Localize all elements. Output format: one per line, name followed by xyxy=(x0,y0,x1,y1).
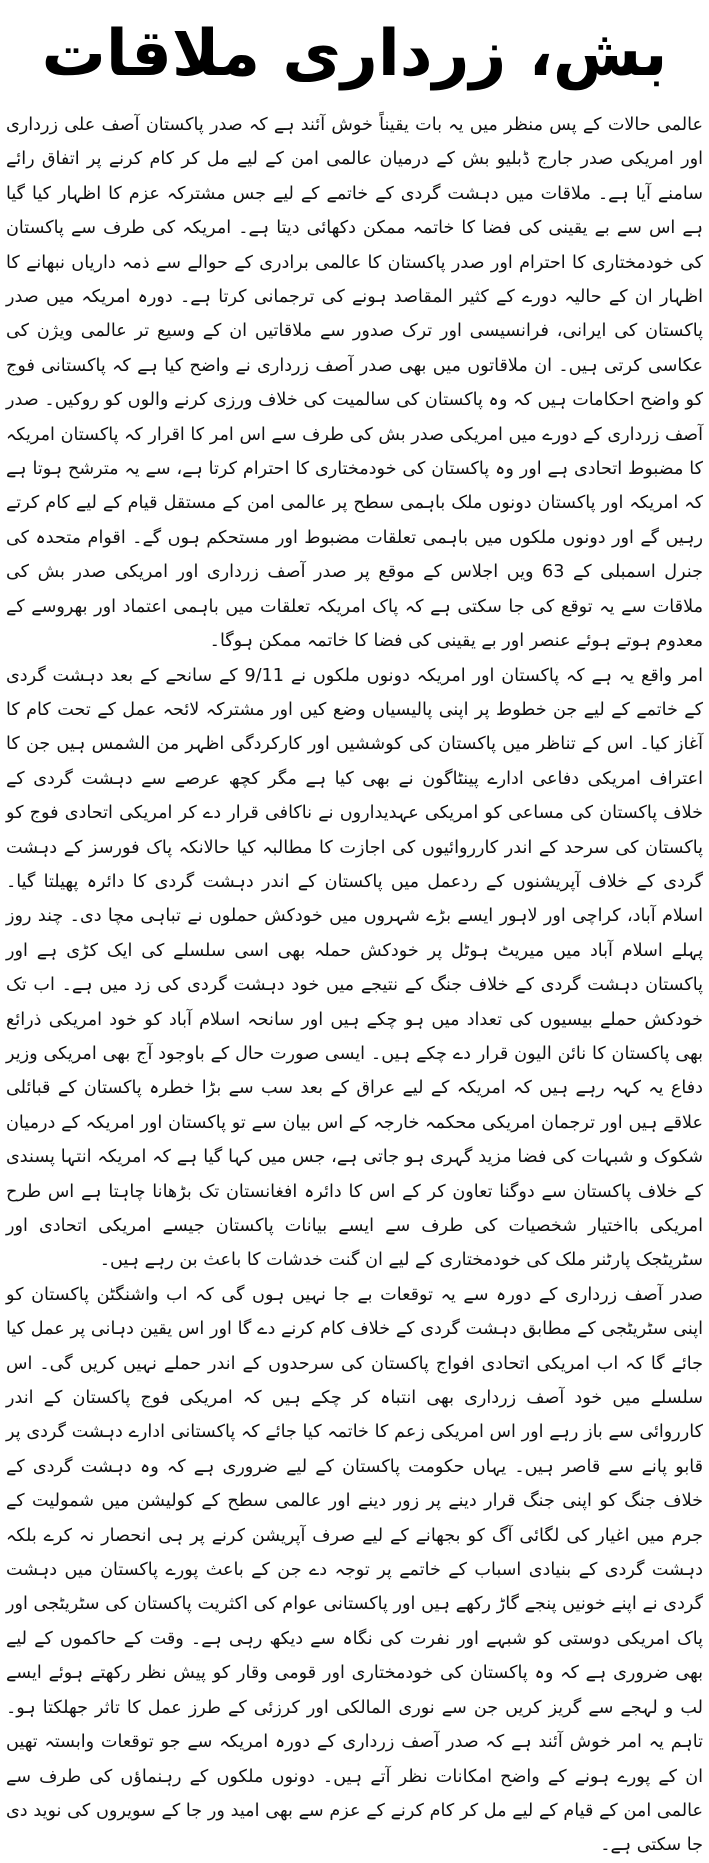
headline: بش، زرداری ملاقات xyxy=(41,17,668,91)
article-paragraph: صدر آصف زرداری کے دورہ سے یہ توقعات بے جا نہیں ہوں گی کہ اب واشنگٹن پاکستان کو اپنی سٹریٹجی کے مطابق دہشت گردی کے خلاف کام کرنے دے گا اور اس یقین دہانی پر عمل کیا جائے گا کہ اب امریکی اتحادی افواج پاکستان کی سرحدوں کے اندر حملے نہیں کریں گی۔ اس سلسلے میں خود آصف زرداری بھی انتباہ کر چکے ہیں کہ امریکی فوج پاکستان کے اندر کارروائی سے باز رہے اور اس امریکی زعم کا خاتمہ کیا جائے کہ پاکستانی ادارے دہشت گردی پر قابو پانے سے قاصر ہیں۔ یہاں حکومت پاکستان کے لیے ضروری ہے کہ وہ دہشت گردی کے خلاف جنگ کو اپنی جنگ قرار دینے پر زور دینے اور عالمی سطح کے کولیشن میں شمولیت کے جرم میں اغیار کی لگائی آگ کو بجھانے کے لیے صرف آپریشن کرنے پر ہی انحصار نہ کرے بلکہ دہشت گردی کے بنیادی اسباب کے خاتمے پر توجہ دے جن کے باعث پورے پاکستان میں دہشت گردی نے اپنے خونیں پنجے گاڑ رکھے ہیں اور پاکستانی عوام کی اکثریت پاکستان کی سٹریٹجی اور پاک امریکی دوستی کو شبہے اور نفرت کی نگاہ سے دیکھ رہی ہے۔ وقت کے حاکموں کے لیے بھی ضروری ہے کہ وہ پاکستان کی خودمختاری اور قومی وقار کو پیش نظر رکھتے ہوئے ایسے لب و لہجے سے گریز کریں جن سے نوری المالکی اور کرزئی کے طرز عمل کا تاثر جھلکتا ہو۔ تاہم یہ امر خوش آئند ہے کہ صدر آصف زرداری کے دورہ امریکہ سے جو توقعات وابستہ تھیں ان کے پورے ہونے کے واضح امکانات نظر آتے ہیں۔ دونوں ملکوں کے رہنماؤں کی طرف سے عالمی امن کے قیام کے لیے مل کر کام کرنے کے عزم سے بھی امید ور جا کے سویروں کی نوید دی جا سکتی ہے۔ xyxy=(6,1284,703,1856)
article-paragraph: عالمی حالات کے پس منظر میں یہ بات یقیناً خوش آئند ہے کہ صدر پاکستان آصف علی زرداری اور امریکی صدر جارج ڈبلیو بش کے درمیان عالمی امن کے لیے مل کر کام کرنے پر اتفاق رائے سامنے آیا ہے۔ ملاقات میں دہشت گردی کے خاتمے کے لیے جس مشترکہ عزم کا اظہار کیا گیا ہے اس سے بے یقینی کی فضا کا خاتمہ ممکن دکھائی دیتا ہے۔ امریکہ کی طرف سے پاکستان کی خودمختاری کا احترام اور صدر پاکستان کا عالمی برادری کے حوالے سے ذمہ داریاں نبھانے کا اظہار ان کے حالیہ دورے کے کثیر المقاصد ہونے کی ترجمانی کرتا ہے۔ دورہ امریکہ میں صدر پاکستان کی ایرانی، فرانسیسی اور ترک صدور سے ملاقاتیں ان کے وسیع تر عالمی ویژن کی عکاسی کرتی ہیں۔ ان ملاقاتوں میں بھی صدر آصف زرداری نے واضح کیا ہے کہ پاکستانی فوج کو واضح احکامات ہیں کہ وہ پاکستان کی سالمیت کی خلاف ورزی کرنے والوں کو روکیں۔ صدر آصف زرداری کے دورے میں امریکی صدر بش کی طرف سے اس امر کا اقرار کہ پاکستان امریکہ کا مضبوط اتحادی ہے اور وہ پاکستان کی خودمختاری کا احترام کرتا ہے، سے یہ مترشح ہوتا ہے کہ امریکہ اور پاکستان دونوں ملک باہمی سطح پر عالمی امن کے مستقل قیام کے لیے کام کرتے رہیں گے اور دونوں ملکوں میں باہمی تعلقات مضبوط اور مستحکم ہوں گے۔ اقوام متحدہ کی جنرل اسمبلی کے 63 ویں اجلاس کے موقع پر صدر آصف زرداری اور امریکی صدر بش کی ملاقات سے یہ توقع کی جا سکتی ہے کہ پاک امریکہ تعلقات میں باہمی اعتماد اور بھروسے کے معدوم ہوتے ہوئے عنصر اور بے یقینی کی فضا کا خاتمہ ممکن ہوگا۔ xyxy=(6,115,703,652)
article-body xyxy=(6,108,703,1863)
article-paragraph: امر واقع یہ ہے کہ پاکستان اور امریکہ دونوں ملکوں نے 9/11 کے سانحے کے بعد دہشت گردی کے خاتمے کے لیے جن خطوط پر اپنی پالیسیاں وضع کیں اور مشترکہ لائحہ عمل کے تحت کام کا آغاز کیا۔ اس کے تناظر میں پاکستان کی کوششیں اور کارکردگی اظہر من الشمس ہیں جن کا اعتراف امریکی دفاعی ادارے پینٹاگون نے بھی کیا ہے مگر کچھ عرصے سے دہشت گردی کے خلاف پاکستان کی مساعی کو امریکی عہدیداروں نے ناکافی قرار دے کر امریکی اتحادی فوج کو پاکستان کی سرحد کے اندر کارروائیوں کی اجازت کا مطالبہ کیا حالانکہ پاک فورسز کے دہشت گردی کے خلاف آپریشنوں کے ردعمل میں پاکستان کے اندر دہشت گردی کا دائرہ پھیلتا گیا۔ اسلام آباد، کراچی اور لاہور ایسے بڑے شہروں میں خودکش حملوں نے تباہی مچا دی۔ چند روز پہلے اسلام آباد میں میریٹ ہوٹل پر خودکش حملہ بھی اسی سلسلے کی ایک کڑی ہے اور پاکستان دہشت گردی کے خلاف جنگ کے نتیجے میں خود دہشت گردی کی زد میں ہے۔ اب تک خودکش حملے بیسیوں کی تعداد میں ہو چکے ہیں اور سانحہ اسلام آباد کو خود امریکی ذرائع بھی پاکستان کا نائن الیون قرار دے چکے ہیں۔ ایسی صورت حال کے باوجود آج بھی امریکی وزیر دفاع یہ کہہ رہے ہیں کہ امریکہ کے لیے عراق کے بعد سب سے بڑا خطرہ پاکستان کے قبائلی علاقے ہیں اور ترجمان امریکی محکمہ خارجہ کے اس بیان سے تو پاکستان اور امریکہ کے درمیان شکوک و شبہات کی فضا مزید گہری ہو جاتی ہے، جس میں کہا گیا ہے کہ امریکہ انتہا پسندی کے خلاف پاکستان سے دوگنا تعاون کر کے اس کا دائرہ افغانستان تک بڑھانا چاہتا ہے اس طرح امریکی بااختیار شخصیات کی طرف سے ایسے بیانات پاکستان جیسے امریکی اتحادی اور سٹریٹجک پارٹنر ملک کی خودمختاری کے لیے ان گنت خدشات کا باعث بن رہے ہیں۔ xyxy=(6,665,703,1271)
